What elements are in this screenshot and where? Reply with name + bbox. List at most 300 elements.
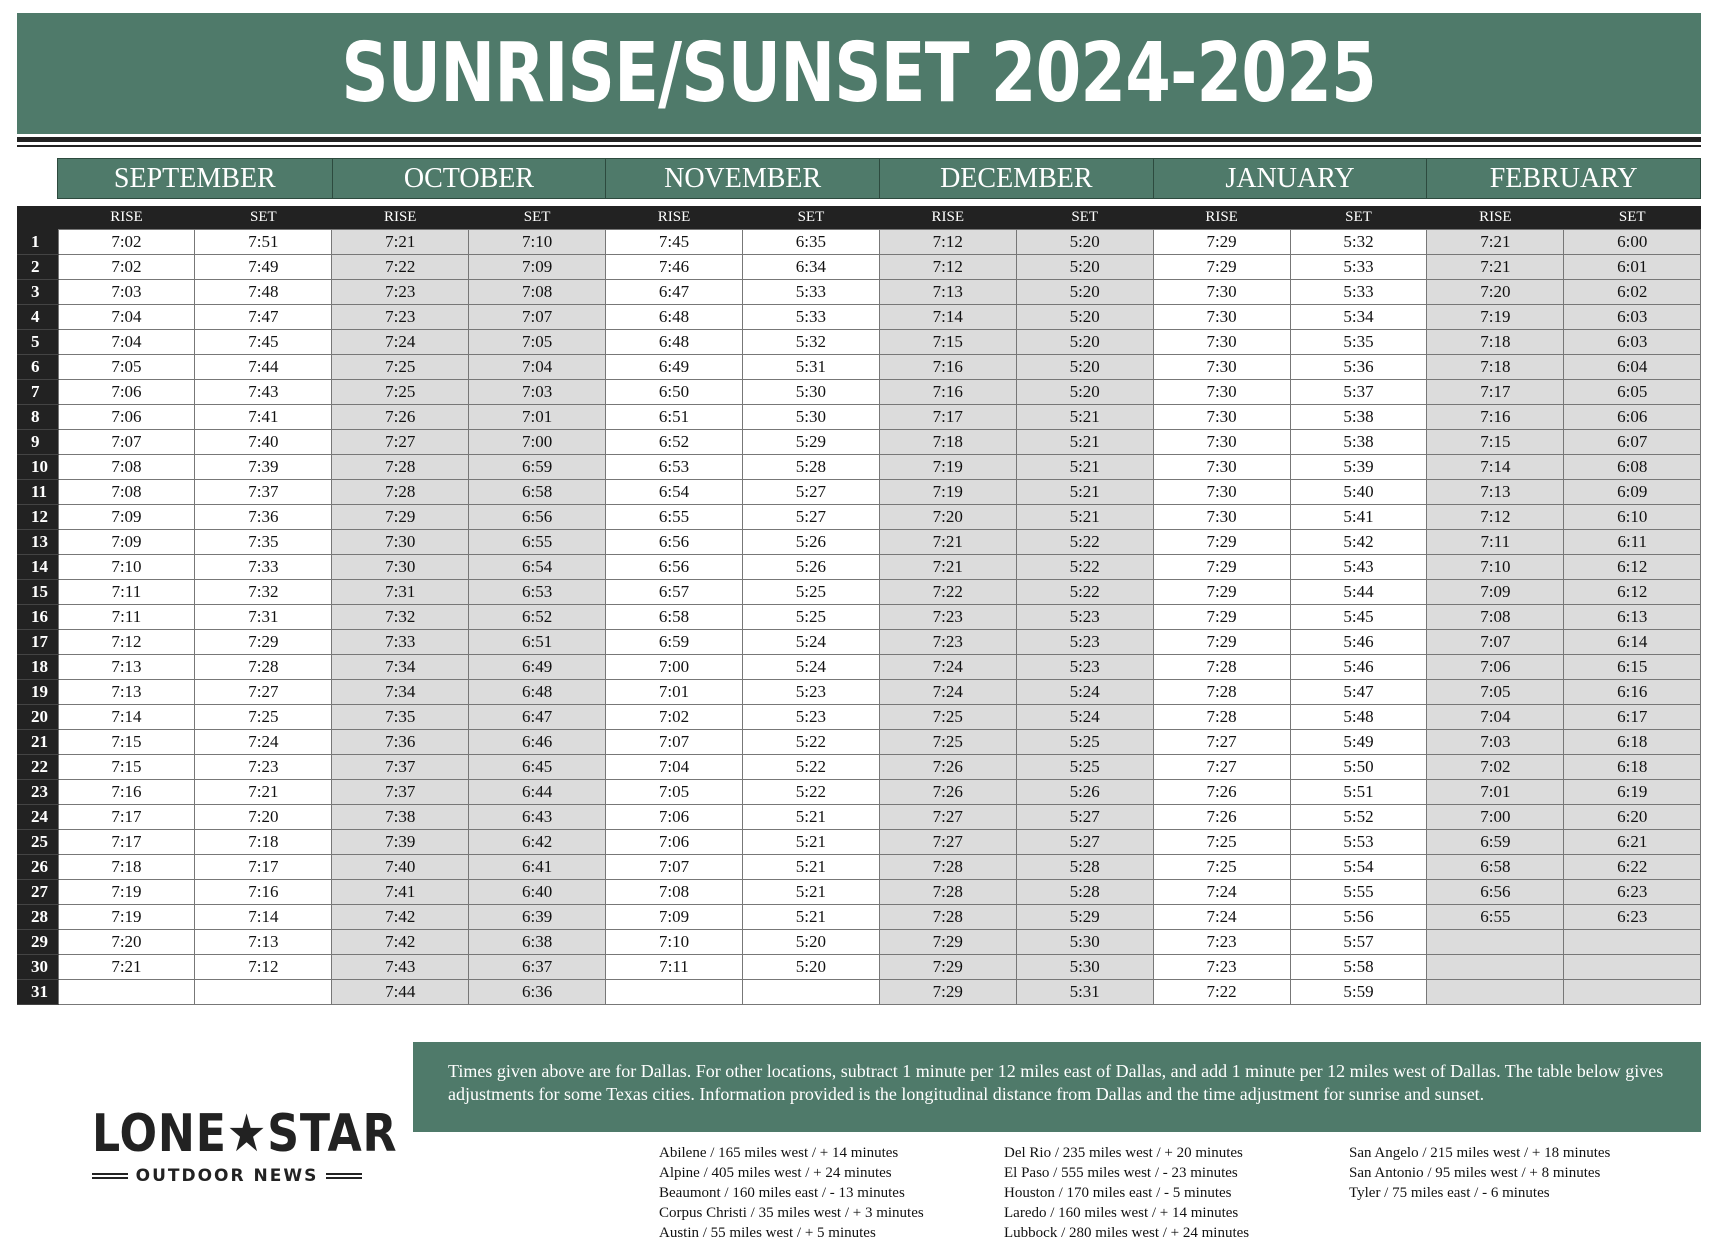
sunset-cell: 5:23 bbox=[742, 705, 879, 730]
sunset-cell: 5:41 bbox=[1290, 505, 1427, 530]
sunrise-cell: 7:35 bbox=[332, 705, 469, 730]
sunrise-cell: 7:16 bbox=[1427, 405, 1564, 430]
sunrise-cell: 7:16 bbox=[879, 355, 1016, 380]
sunrise-cell: 7:25 bbox=[879, 730, 1016, 755]
table-row bbox=[17, 330, 1701, 355]
sunrise-cell: 7:16 bbox=[879, 380, 1016, 405]
rise-header: RISE bbox=[1427, 206, 1564, 230]
table-row bbox=[17, 555, 1701, 580]
sunrise-cell: 7:24 bbox=[332, 330, 469, 355]
sunset-cell: 7:35 bbox=[195, 530, 332, 555]
sunrise-cell: 6:47 bbox=[606, 280, 743, 305]
sunset-cell: 6:23 bbox=[1564, 880, 1701, 905]
table-row bbox=[17, 680, 1701, 705]
day-number: 12 bbox=[17, 505, 58, 530]
sunrise-cell: 7:07 bbox=[606, 855, 743, 880]
sunrise-cell: 6:58 bbox=[606, 605, 743, 630]
sunrise-cell: 7:30 bbox=[1153, 355, 1290, 380]
sunset-cell: 6:37 bbox=[469, 955, 606, 980]
sunset-cell: 6:11 bbox=[1564, 530, 1701, 555]
sunset-cell: 5:32 bbox=[742, 330, 879, 355]
sunset-cell: 7:18 bbox=[195, 830, 332, 855]
sunset-cell: 5:21 bbox=[1016, 430, 1153, 455]
sunrise-cell: 7:26 bbox=[332, 405, 469, 430]
month-label: NOVEMBER bbox=[605, 159, 879, 198]
sunset-cell: 7:39 bbox=[195, 455, 332, 480]
sunrise-cell: 7:21 bbox=[332, 230, 469, 255]
sunset-cell: 5:20 bbox=[1016, 255, 1153, 280]
sunset-cell: 6:12 bbox=[1564, 555, 1701, 580]
month-header bbox=[57, 158, 1701, 199]
city-adjustment: Beaumont / 160 miles east / - 13 minutes bbox=[659, 1185, 905, 1201]
sunrise-cell: 7:30 bbox=[1153, 330, 1290, 355]
sunset-cell: 5:22 bbox=[742, 730, 879, 755]
sunrise-cell: 7:02 bbox=[1427, 755, 1564, 780]
sunrise-cell: 7:41 bbox=[332, 880, 469, 905]
sunrise-sunset-table bbox=[17, 206, 1701, 1005]
sunrise-cell: 6:48 bbox=[606, 305, 743, 330]
sunrise-cell: 6:56 bbox=[606, 530, 743, 555]
sunrise-cell: 7:17 bbox=[1427, 380, 1564, 405]
sunrise-cell: 7:28 bbox=[332, 480, 469, 505]
sunrise-cell: 7:02 bbox=[58, 230, 195, 255]
sunrise-cell: 7:21 bbox=[1427, 230, 1564, 255]
table-row bbox=[17, 705, 1701, 730]
city-adjustment: Lubbock / 280 miles west / + 24 minutes bbox=[1004, 1225, 1250, 1241]
month-label: FEBRUARY bbox=[1426, 159, 1700, 198]
sunset-cell: 7:10 bbox=[469, 230, 606, 255]
sunset-cell: 5:21 bbox=[1016, 455, 1153, 480]
sunrise-cell: 7:12 bbox=[58, 630, 195, 655]
day-number: 3 bbox=[17, 280, 58, 305]
sunset-cell: 7:32 bbox=[195, 580, 332, 605]
sunrise-cell: 7:25 bbox=[1153, 855, 1290, 880]
sunset-cell: 7:16 bbox=[195, 880, 332, 905]
sunrise-cell: 7:13 bbox=[1427, 480, 1564, 505]
sunrise-cell: 7:05 bbox=[58, 355, 195, 380]
set-header: SET bbox=[195, 206, 332, 230]
sunset-cell: 5:37 bbox=[1290, 380, 1427, 405]
sunrise-cell: 7:30 bbox=[1153, 305, 1290, 330]
sunset-cell: 7:25 bbox=[195, 705, 332, 730]
city-list-col-3 bbox=[1349, 1143, 1610, 1203]
table-row bbox=[17, 880, 1701, 905]
sunset-cell: 7:07 bbox=[469, 305, 606, 330]
sunrise-cell: 7:38 bbox=[332, 805, 469, 830]
table-row bbox=[17, 955, 1701, 980]
sunset-cell: 5:22 bbox=[742, 755, 879, 780]
logo-rule-left bbox=[92, 1173, 128, 1179]
sunset-cell: 5:21 bbox=[1016, 505, 1153, 530]
sunset-cell: 5:23 bbox=[1016, 655, 1153, 680]
sunrise-cell: 7:27 bbox=[879, 830, 1016, 855]
sunset-cell: 7:24 bbox=[195, 730, 332, 755]
sunset-cell: 5:38 bbox=[1290, 405, 1427, 430]
sunrise-cell: 7:15 bbox=[58, 755, 195, 780]
sunrise-cell: 6:57 bbox=[606, 580, 743, 605]
sunrise-cell: 7:23 bbox=[879, 630, 1016, 655]
sunrise-cell: 7:10 bbox=[1427, 555, 1564, 580]
sunrise-cell: 7:19 bbox=[58, 880, 195, 905]
day-number: 2 bbox=[17, 255, 58, 280]
sunrise-cell: 7:28 bbox=[879, 905, 1016, 930]
sunrise-cell bbox=[1427, 955, 1564, 980]
sunset-cell: 6:51 bbox=[469, 630, 606, 655]
sunrise-cell: 7:42 bbox=[332, 930, 469, 955]
sunrise-cell: 7:13 bbox=[58, 680, 195, 705]
day-number: 4 bbox=[17, 305, 58, 330]
sunrise-cell: 7:08 bbox=[58, 455, 195, 480]
sunrise-cell: 7:04 bbox=[1427, 705, 1564, 730]
sunset-cell: 5:38 bbox=[1290, 430, 1427, 455]
sunset-cell: 5:31 bbox=[1016, 980, 1153, 1005]
day-number: 26 bbox=[17, 855, 58, 880]
sunrise-cell: 7:30 bbox=[1153, 480, 1290, 505]
sunset-cell bbox=[1564, 980, 1701, 1005]
sunset-cell: 5:20 bbox=[1016, 230, 1153, 255]
sunset-cell: 5:26 bbox=[1016, 780, 1153, 805]
sunset-cell: 7:21 bbox=[195, 780, 332, 805]
sunset-cell: 6:44 bbox=[469, 780, 606, 805]
table-row bbox=[17, 380, 1701, 405]
city-adjustment: Laredo / 160 miles west / + 14 minutes bbox=[1004, 1205, 1239, 1221]
sunrise-cell: 7:05 bbox=[606, 780, 743, 805]
sunset-cell: 6:01 bbox=[1564, 255, 1701, 280]
sunrise-cell: 7:15 bbox=[1427, 430, 1564, 455]
table-row bbox=[17, 430, 1701, 455]
sunrise-cell: 7:05 bbox=[1427, 680, 1564, 705]
set-header: SET bbox=[1016, 206, 1153, 230]
table-row bbox=[17, 655, 1701, 680]
sunset-cell: 5:24 bbox=[1016, 705, 1153, 730]
sunset-cell: 6:56 bbox=[469, 505, 606, 530]
sunset-cell: 7:41 bbox=[195, 405, 332, 430]
page-title: SUNRISE/SUNSET 2024-2025 bbox=[341, 26, 1377, 121]
sunrise-cell: 7:40 bbox=[332, 855, 469, 880]
table-row bbox=[17, 580, 1701, 605]
sunrise-cell: 7:19 bbox=[879, 480, 1016, 505]
day-number: 15 bbox=[17, 580, 58, 605]
day-header bbox=[17, 206, 58, 230]
sunrise-cell: 7:07 bbox=[1427, 630, 1564, 655]
sunrise-cell: 7:04 bbox=[606, 755, 743, 780]
day-number: 10 bbox=[17, 455, 58, 480]
sunrise-cell: 7:11 bbox=[1427, 530, 1564, 555]
city-adjustment: San Antonio / 95 miles west / + 8 minutes bbox=[1349, 1165, 1601, 1181]
sunset-cell: 7:51 bbox=[195, 230, 332, 255]
sunset-cell: 7:00 bbox=[469, 430, 606, 455]
sunrise-cell: 7:28 bbox=[1153, 655, 1290, 680]
sunrise-cell: 6:59 bbox=[1427, 830, 1564, 855]
sunrise-cell: 7:45 bbox=[606, 230, 743, 255]
sunset-cell: 7:36 bbox=[195, 505, 332, 530]
sunrise-cell: 7:08 bbox=[58, 480, 195, 505]
city-adjustment: Austin / 55 miles west / + 5 minutes bbox=[659, 1225, 876, 1241]
sunset-cell: 6:18 bbox=[1564, 755, 1701, 780]
sunset-cell: 5:46 bbox=[1290, 630, 1427, 655]
sunrise-cell: 7:23 bbox=[1153, 955, 1290, 980]
sunrise-cell: 7:27 bbox=[1153, 755, 1290, 780]
day-number: 31 bbox=[17, 980, 58, 1005]
sunset-cell: 5:59 bbox=[1290, 980, 1427, 1005]
sunset-cell: 5:27 bbox=[742, 480, 879, 505]
sunset-cell: 6:38 bbox=[469, 930, 606, 955]
sunrise-cell: 7:21 bbox=[58, 955, 195, 980]
month-label: SEPTEMBER bbox=[113, 162, 276, 194]
sunrise-cell: 7:01 bbox=[606, 680, 743, 705]
sunrise-cell: 7:10 bbox=[606, 930, 743, 955]
day-number: 24 bbox=[17, 805, 58, 830]
sunset-cell: 6:14 bbox=[1564, 630, 1701, 655]
sunrise-cell: 7:12 bbox=[1427, 505, 1564, 530]
sunrise-cell: 6:52 bbox=[606, 430, 743, 455]
sunset-cell: 6:48 bbox=[469, 680, 606, 705]
day-number: 14 bbox=[17, 555, 58, 580]
sunset-cell: 6:34 bbox=[742, 255, 879, 280]
sunset-cell: 5:24 bbox=[742, 630, 879, 655]
sunrise-cell: 6:56 bbox=[606, 555, 743, 580]
sunset-cell: 5:21 bbox=[1016, 405, 1153, 430]
sunset-cell: 5:25 bbox=[742, 580, 879, 605]
month-label: DECEMBER bbox=[879, 159, 1153, 198]
sunset-cell: 6:18 bbox=[1564, 730, 1701, 755]
sunset-cell: 5:42 bbox=[1290, 530, 1427, 555]
rise-header: RISE bbox=[879, 206, 1016, 230]
sunrise-cell: 7:15 bbox=[58, 730, 195, 755]
table-row bbox=[17, 780, 1701, 805]
sunset-cell: 7:12 bbox=[195, 955, 332, 980]
sunrise-cell: 7:28 bbox=[1153, 705, 1290, 730]
table-row bbox=[17, 930, 1701, 955]
sunset-cell: 6:09 bbox=[1564, 480, 1701, 505]
sunrise-cell: 7:06 bbox=[58, 405, 195, 430]
sunset-cell: 7:01 bbox=[469, 405, 606, 430]
sunset-cell: 5:25 bbox=[1016, 730, 1153, 755]
sunset-cell: 6:17 bbox=[1564, 705, 1701, 730]
sunset-cell: 6:45 bbox=[469, 755, 606, 780]
sunset-cell: 6:49 bbox=[469, 655, 606, 680]
sunset-cell: 6:12 bbox=[1564, 580, 1701, 605]
sunrise-cell: 7:46 bbox=[606, 255, 743, 280]
sunrise-cell: 7:02 bbox=[58, 255, 195, 280]
sunrise-cell: 7:22 bbox=[1153, 980, 1290, 1005]
sunrise-cell: 7:29 bbox=[1153, 530, 1290, 555]
sunset-cell: 6:02 bbox=[1564, 280, 1701, 305]
day-number: 7 bbox=[17, 380, 58, 405]
rise-header: RISE bbox=[332, 206, 469, 230]
sunrise-cell: 7:19 bbox=[58, 905, 195, 930]
sunset-cell: 5:30 bbox=[742, 405, 879, 430]
day-number: 29 bbox=[17, 930, 58, 955]
city-adjustment: Tyler / 75 miles east / - 6 minutes bbox=[1349, 1185, 1550, 1201]
sunset-cell: 5:22 bbox=[1016, 530, 1153, 555]
sunrise-cell: 7:20 bbox=[879, 505, 1016, 530]
sunrise-cell: 7:18 bbox=[58, 855, 195, 880]
sunset-cell: 5:33 bbox=[742, 305, 879, 330]
sunrise-cell: 7:27 bbox=[332, 430, 469, 455]
sunrise-cell: 7:25 bbox=[1153, 830, 1290, 855]
city-adjustment: El Paso / 555 miles west / - 23 minutes bbox=[1004, 1165, 1238, 1181]
table-row bbox=[17, 805, 1701, 830]
sunset-cell: 5:50 bbox=[1290, 755, 1427, 780]
sunset-cell: 7:48 bbox=[195, 280, 332, 305]
month-label: OCTOBER bbox=[332, 159, 606, 198]
day-number: 1 bbox=[17, 230, 58, 255]
sunrise-cell: 7:30 bbox=[1153, 455, 1290, 480]
table-row bbox=[17, 455, 1701, 480]
day-number: 28 bbox=[17, 905, 58, 930]
sunset-cell: 5:53 bbox=[1290, 830, 1427, 855]
sunrise-cell: 7:23 bbox=[1153, 930, 1290, 955]
sunrise-cell bbox=[1427, 930, 1564, 955]
sunset-cell: 5:33 bbox=[742, 280, 879, 305]
sunrise-cell: 6:55 bbox=[1427, 905, 1564, 930]
day-number: 18 bbox=[17, 655, 58, 680]
sunset-cell: 5:22 bbox=[742, 780, 879, 805]
sunset-cell: 5:29 bbox=[742, 430, 879, 455]
sunset-cell bbox=[1564, 930, 1701, 955]
sunrise-cell: 7:22 bbox=[332, 255, 469, 280]
sunset-cell: 5:20 bbox=[1016, 355, 1153, 380]
sunset-cell: 5:20 bbox=[742, 955, 879, 980]
sunset-cell: 5:43 bbox=[1290, 555, 1427, 580]
sunset-cell: 6:04 bbox=[1564, 355, 1701, 380]
sunrise-cell: 7:14 bbox=[58, 705, 195, 730]
logo-rule-right bbox=[326, 1173, 362, 1179]
sunrise-cell: 7:29 bbox=[1153, 255, 1290, 280]
set-header: SET bbox=[742, 206, 879, 230]
sunrise-cell: 7:12 bbox=[879, 255, 1016, 280]
sunset-cell: 7:47 bbox=[195, 305, 332, 330]
city-adjustment: Abilene / 165 miles west / + 14 minutes bbox=[659, 1145, 899, 1161]
logo-subline bbox=[92, 1166, 362, 1186]
table-row bbox=[17, 980, 1701, 1005]
sunrise-cell bbox=[58, 980, 195, 1005]
sunset-cell: 7:27 bbox=[195, 680, 332, 705]
sunrise-cell: 7:09 bbox=[58, 505, 195, 530]
sunset-cell: 5:21 bbox=[742, 830, 879, 855]
sunrise-cell: 7:23 bbox=[332, 280, 469, 305]
sunrise-cell: 7:24 bbox=[1153, 905, 1290, 930]
sunrise-cell: 6:51 bbox=[606, 405, 743, 430]
sunset-cell: 5:21 bbox=[742, 905, 879, 930]
sunset-cell: 6:03 bbox=[1564, 305, 1701, 330]
sunrise-cell: 7:06 bbox=[606, 830, 743, 855]
sunset-cell: 5:52 bbox=[1290, 805, 1427, 830]
set-header: SET bbox=[1564, 206, 1701, 230]
sunrise-cell: 7:28 bbox=[332, 455, 469, 480]
sunrise-cell: 7:14 bbox=[879, 305, 1016, 330]
sunrise-cell: 7:30 bbox=[1153, 280, 1290, 305]
day-number: 21 bbox=[17, 730, 58, 755]
sunset-cell: 7:45 bbox=[195, 330, 332, 355]
sunset-cell: 6:21 bbox=[1564, 830, 1701, 855]
sunrise-cell: 7:39 bbox=[332, 830, 469, 855]
divider-thick bbox=[17, 137, 1701, 142]
sunset-cell: 5:30 bbox=[1016, 930, 1153, 955]
sunrise-cell: 7:29 bbox=[1153, 555, 1290, 580]
table-row bbox=[17, 830, 1701, 855]
city-adjustment: Alpine / 405 miles west / + 24 minutes bbox=[659, 1165, 892, 1181]
sunset-cell: 7:17 bbox=[195, 855, 332, 880]
sunset-cell: 6:08 bbox=[1564, 455, 1701, 480]
rise-header: RISE bbox=[1153, 206, 1290, 230]
sunrise-cell: 7:00 bbox=[1427, 805, 1564, 830]
sunset-cell: 5:44 bbox=[1290, 580, 1427, 605]
sunrise-cell: 7:18 bbox=[879, 430, 1016, 455]
sunrise-cell: 7:37 bbox=[332, 755, 469, 780]
sunset-cell: 6:23 bbox=[1564, 905, 1701, 930]
sunset-cell: 6:19 bbox=[1564, 780, 1701, 805]
sunset-cell: 6:00 bbox=[1564, 230, 1701, 255]
sunset-cell: 5:51 bbox=[1290, 780, 1427, 805]
table-row bbox=[17, 755, 1701, 780]
sunset-cell: 5:26 bbox=[742, 555, 879, 580]
sunrise-cell: 7:29 bbox=[1153, 230, 1290, 255]
sunset-cell: 7:29 bbox=[195, 630, 332, 655]
day-number: 13 bbox=[17, 530, 58, 555]
sunset-cell: 7:08 bbox=[469, 280, 606, 305]
table-body bbox=[17, 230, 1701, 1005]
sunset-cell: 5:56 bbox=[1290, 905, 1427, 930]
sunrise-cell: 7:34 bbox=[332, 680, 469, 705]
sunrise-cell: 7:29 bbox=[879, 955, 1016, 980]
sunrise-cell: 6:58 bbox=[1427, 855, 1564, 880]
sunset-cell: 7:05 bbox=[469, 330, 606, 355]
sunset-cell: 6:42 bbox=[469, 830, 606, 855]
sunset-cell: 7:28 bbox=[195, 655, 332, 680]
sunrise-cell: 6:53 bbox=[606, 455, 743, 480]
day-number: 5 bbox=[17, 330, 58, 355]
sunset-cell bbox=[195, 980, 332, 1005]
sunrise-cell: 7:43 bbox=[332, 955, 469, 980]
table-row bbox=[17, 405, 1701, 430]
sunset-cell: 5:20 bbox=[1016, 280, 1153, 305]
sunset-cell: 7:40 bbox=[195, 430, 332, 455]
city-list-col-2 bbox=[1004, 1143, 1249, 1243]
sunrise-cell: 7:11 bbox=[58, 580, 195, 605]
sunset-cell: 5:25 bbox=[742, 605, 879, 630]
day-number: 23 bbox=[17, 780, 58, 805]
month-label: JANUARY bbox=[1153, 159, 1427, 198]
sunrise-cell: 7:23 bbox=[879, 605, 1016, 630]
table-row bbox=[17, 630, 1701, 655]
sunrise-cell: 7:25 bbox=[332, 380, 469, 405]
sunset-cell: 6:07 bbox=[1564, 430, 1701, 455]
sunset-cell: 6:40 bbox=[469, 880, 606, 905]
day-number: 11 bbox=[17, 480, 58, 505]
sunrise-cell: 7:21 bbox=[879, 555, 1016, 580]
sunset-cell: 6:13 bbox=[1564, 605, 1701, 630]
sunrise-cell: 7:30 bbox=[332, 530, 469, 555]
sunset-cell: 5:26 bbox=[742, 530, 879, 555]
sunrise-cell: 7:11 bbox=[58, 605, 195, 630]
table-row bbox=[17, 280, 1701, 305]
sunset-cell: 5:20 bbox=[1016, 305, 1153, 330]
sunset-cell: 7:23 bbox=[195, 755, 332, 780]
sunrise-cell: 7:26 bbox=[879, 755, 1016, 780]
sunrise-cell: 6:48 bbox=[606, 330, 743, 355]
table-row bbox=[17, 605, 1701, 630]
sunset-cell: 7:33 bbox=[195, 555, 332, 580]
set-header: SET bbox=[1290, 206, 1427, 230]
sunrise-cell: 7:07 bbox=[606, 730, 743, 755]
sunset-cell: 6:46 bbox=[469, 730, 606, 755]
sunrise-cell: 7:31 bbox=[332, 580, 469, 605]
sunrise-cell: 7:18 bbox=[1427, 355, 1564, 380]
sunset-cell: 5:32 bbox=[1290, 230, 1427, 255]
sunset-cell: 5:39 bbox=[1290, 455, 1427, 480]
